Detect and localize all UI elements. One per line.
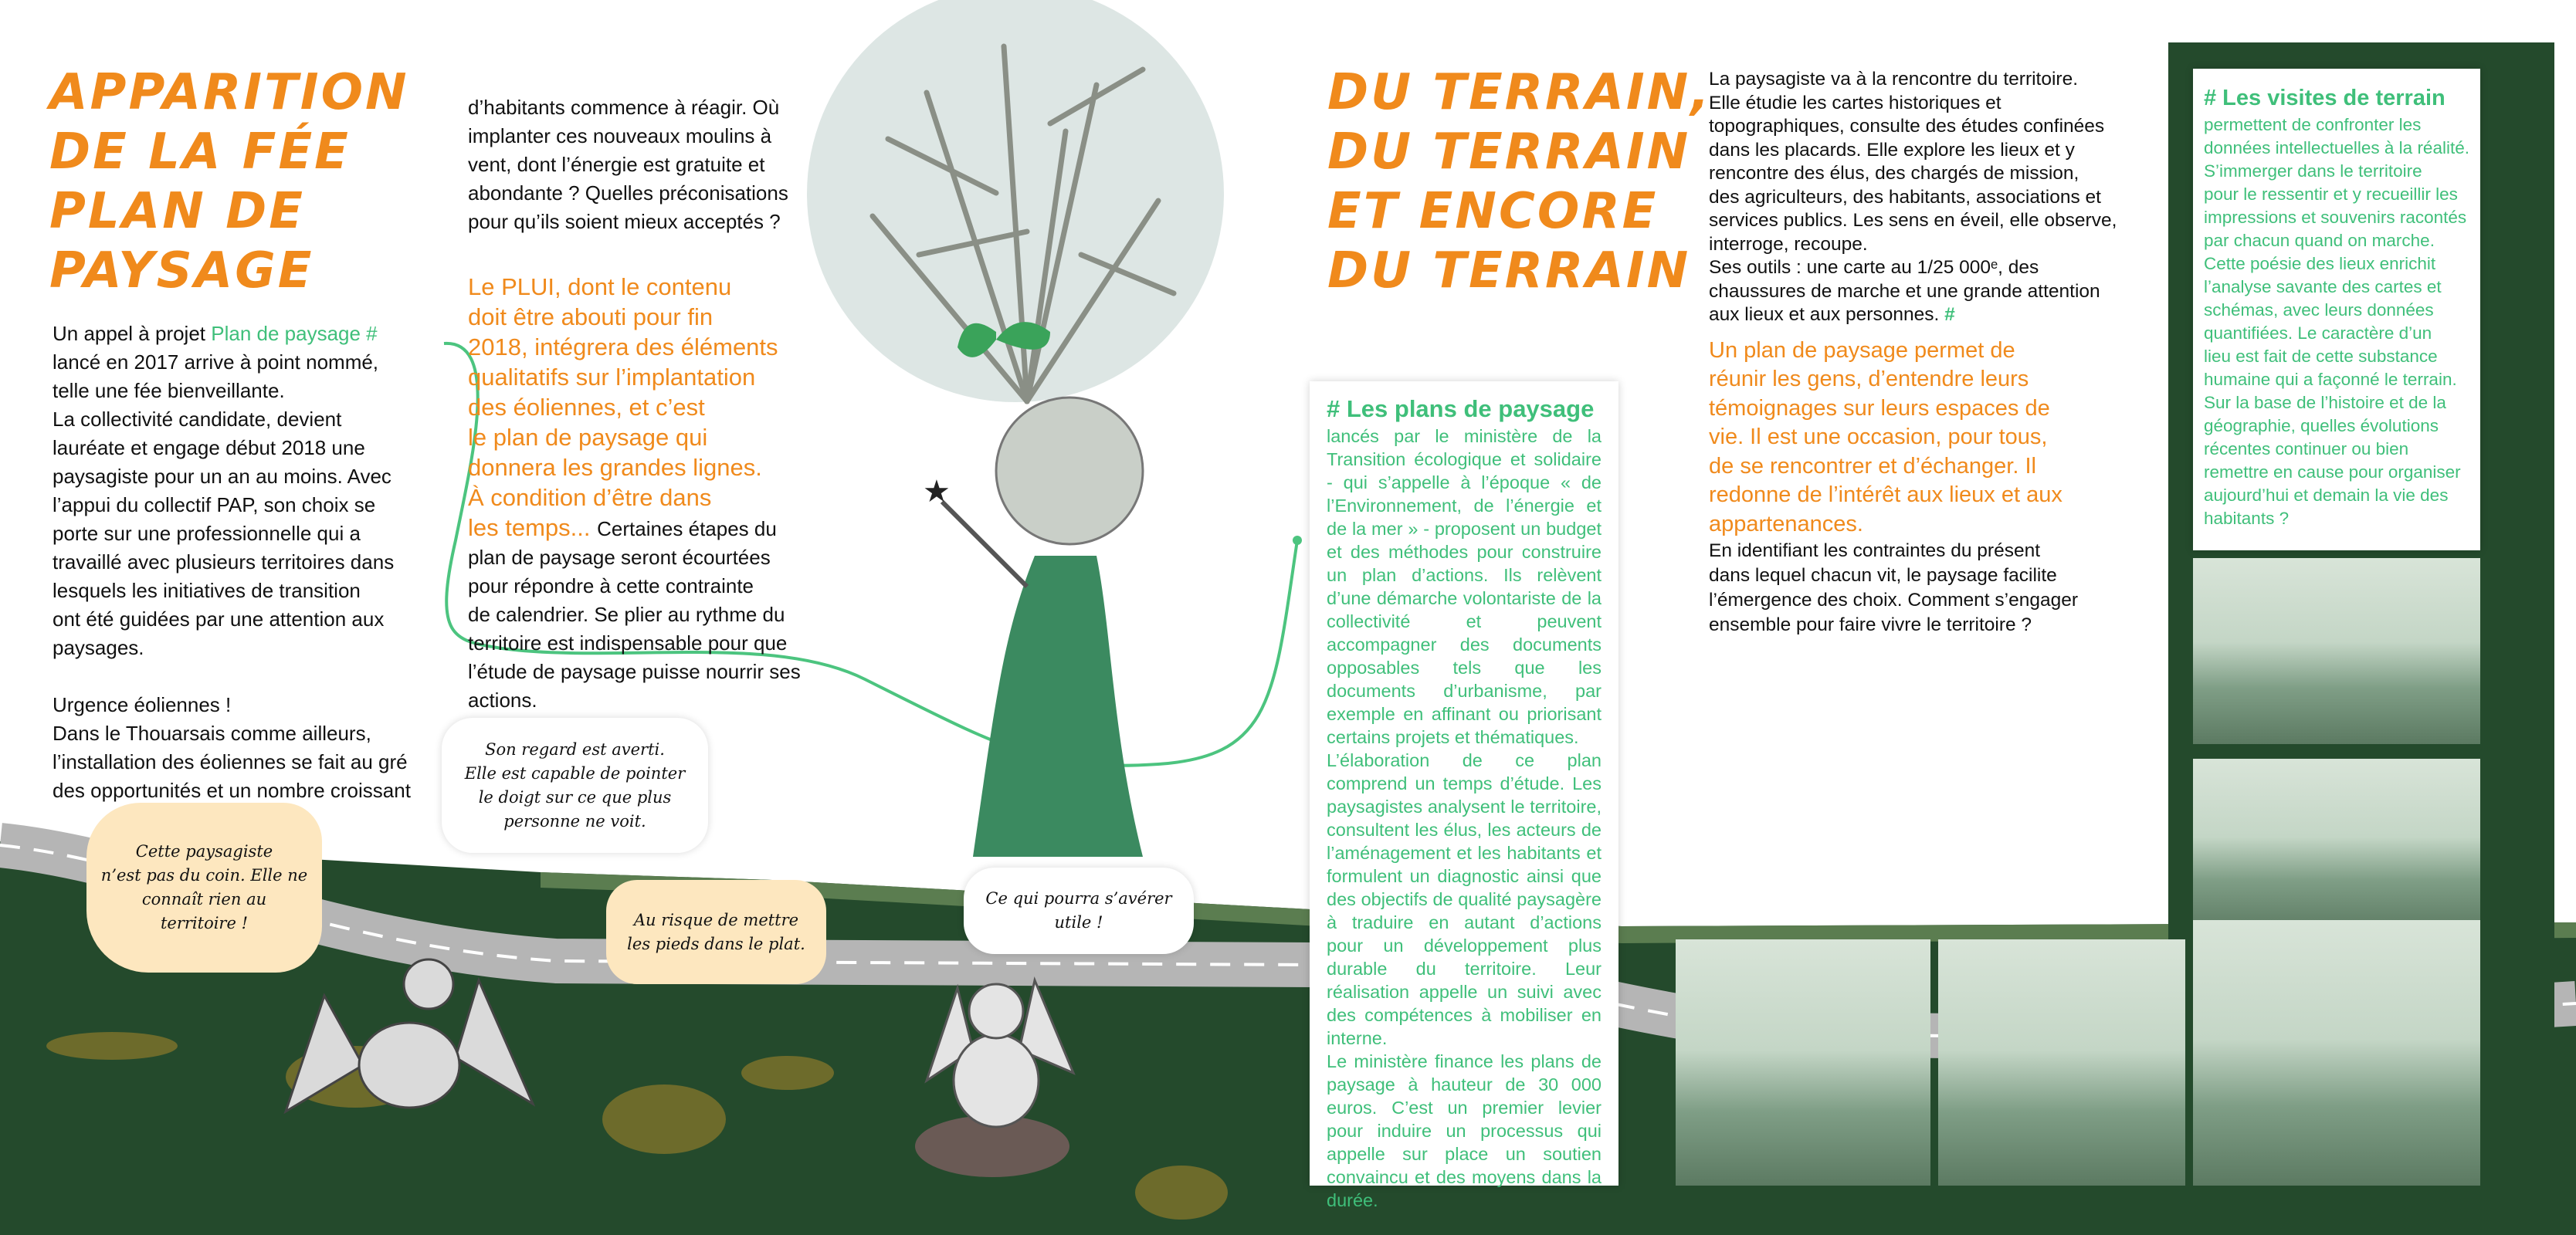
speech-bubble-regard: Son regard est averti. Elle est capable de pointer le doigt sur ce que plus personne ne voit. <box>442 718 708 853</box>
column-two <box>468 65 839 743</box>
intro-text <box>53 320 469 805</box>
photo-village-street <box>1938 939 2185 1186</box>
section-title-apparition: APPARITION DE LA FÉE PLAN DE PAYSAGE <box>49 64 409 299</box>
calendar-text: Certaines étapes du plan de paysage seront écourtées pour répondre à cette contrainte de calendrier. Se plier au rythme du territoire est indispensable pour que l’étude de paysage puisse nourrir ses actions. <box>468 517 801 712</box>
plan-lead-text: Un plan de paysage permet de réunir les gens, d’entendre leurs témoignages sur leurs espaces de vie. Il est une occasion, pour tous, de se rencontrer et d’échanger. Il redonne de l’intérêt aux lieux et aux appartenances. <box>1709 337 2062 536</box>
photo-group-road <box>2193 759 2480 932</box>
fairy-illustration <box>923 398 1143 857</box>
hash-link[interactable]: # <box>1944 304 1955 325</box>
plan-de-paysage-link[interactable]: Plan de paysage # <box>211 322 378 345</box>
intro-rest: lancé en 2017 arrive à point nommé, telle une fée bienveillante. La collectivité candidate, devient lauréate et engage début 2018 une paysagiste pour un an au moins. Avec l’appui du collectif PAP, son choix se porte sur une professionnelle qui a travaillé avec plusieurs territoires dans lesquels les initiatives de transition ont été guidées par une attention aux paysages. Urgence éoliennes ! Dans le Thouarsais comme ailleurs, l’installation des éoliennes se fait au gré des opportunités et un nombre croissant <box>53 350 411 802</box>
box-paragraph: Le ministère finance les plans de paysage à hauteur de 30 000 euros. C’est un premier levier pour induire un processus qui appelle sur place un soutien convaincu et des moyens dans la durée. <box>1327 1051 1602 1210</box>
photo-church-wall <box>2193 920 2480 1186</box>
photo-group-trees <box>1676 939 1930 1186</box>
plans-de-paysage-box <box>1310 381 1618 1210</box>
speech-bubble-gargoyle: Cette paysagiste n’est pas du coin. Elle ne connaît rien au territoire ! <box>86 803 322 973</box>
box-title: # Les plans de paysage <box>1327 395 1595 422</box>
plui-lead-text: Le PLUI, dont le contenu doit être abouti pour fin 2018, intégrera des éléments qualitatifs sur l’implantation des éoliennes, et c’est le plan de paysage qui donnera les grandes lignes. À condition d’être dans les temps... <box>468 273 778 541</box>
box-paragraph: L’élaboration de ce plan comprend un temps d’étude. Les paysagistes analysent le territoire, consultent les élus, les acteurs de l’aménagement et les habitants et formulent un diagnostic ainsi que des objectifs de qualité paysagère à traduire en autant d’actions pour un développement plus durable du territoire. Leur réalisation appelle un suivi avec des compétences à mobiliser en interne. <box>1327 750 1602 1048</box>
svg-text:★: ★ <box>923 475 951 509</box>
paysagiste-text: La paysagiste va à la rencontre du territoire. Elle étudie les cartes historiques et topographiques, consulte des études confinées dans les placards. Elle explore les lieux et y rencontre des élus, des chargés de mission, des agriculteurs, des habitants, associations et services publics. Les sens en éveil, elle observe, interroge, recoupe. Ses outils : une carte au 1/25 000ᵉ, des chaussures de marche et une grande attention aux lieux et aux personnes. <box>1709 69 2117 325</box>
intro-start: Un appel à projet <box>53 322 212 345</box>
visites-de-terrain-box <box>2193 69 2480 550</box>
box-title: # Les visites de terrain <box>2204 86 2446 110</box>
photo-walkers-field <box>2193 558 2480 744</box>
windmill-question-text: d’habitants commence à réagir. Où implanter ces nouveaux moulins à vent, dont l’énergie est gratuite et abondante ? Quelles préconisations pour qu’ils soient mieux acceptés ? <box>468 96 788 233</box>
column-three <box>1709 68 2141 638</box>
box-text: permettent de confronter les données intellectuelles à la réalité. S’immerger dans le territoire pour le ressentir et y recueillir les impressions et souvenirs racontés par chacun quand on marche. Cette poésie des lieux enrichit l’analyse savante des cartes et schémas, avec leurs données quantifiées. Le caractère d’un lieu est fait de cette substance humaine qui a façonné le terrain. Sur la base de l’histoire et de la géographie, quelles évolutions récentes continuer ou bien remettre en cause pour organiser aujourd’hui et demain la vie des habitants ? <box>2204 115 2469 528</box>
choix-text: En identifiant les contraintes du présent dans lequel chacun vit, le paysage facilite l’émergence des choix. Comment s’engager ensemble pour faire vivre le territoire ? <box>1709 540 2078 635</box>
speech-bubble-utile: Ce qui pourra s’avérer utile ! <box>964 868 1194 954</box>
box-paragraph: lancés par le ministère de la Transition écologique et solidaire - qui s’appelle à l’époque « de l’Environnement, de l’énergie et de la mer » - proposent un budget et des méthodes pour construire un plan d’actions. Ils relèvent d’une démarche volontariste de la collectivité et peuvent accompagner des documents opposables tels que les documents d’urbanisme, par exemple en affinant ou priorisant certains projets et thématiques. <box>1327 426 1602 747</box>
section-title-terrain: DU TERRAIN, DU TERRAIN ET ENCORE DU TERRAIN <box>1327 64 1712 299</box>
speech-bubble-risque: Au risque de mettre les pieds dans le plat. <box>606 880 826 984</box>
